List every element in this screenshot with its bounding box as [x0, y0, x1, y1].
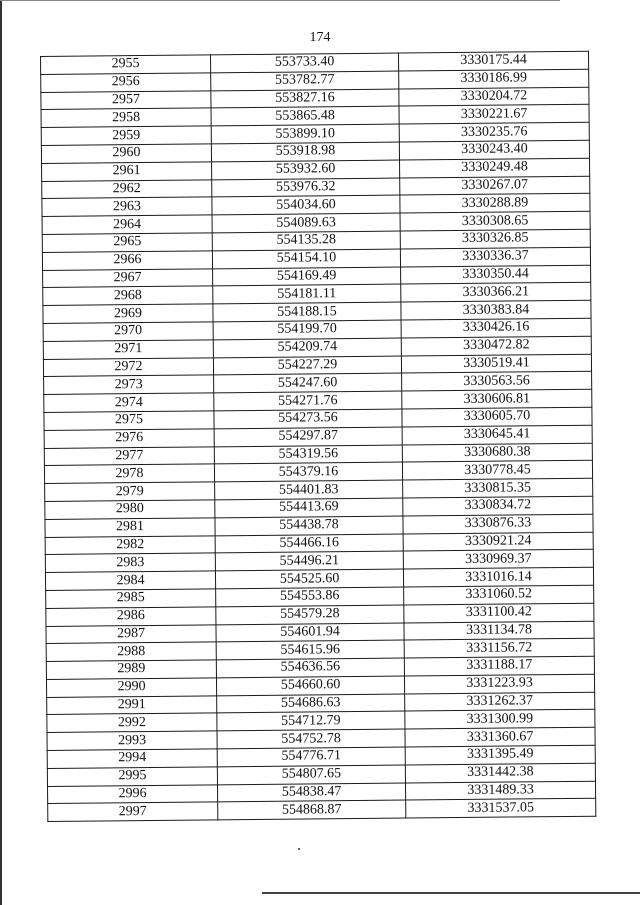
y-coordinate-cell: 3331300.99 [405, 710, 595, 730]
x-coordinate-cell: 554297.87 [214, 427, 402, 447]
y-coordinate-cell: 3330778.45 [402, 461, 592, 481]
x-coordinate-cell: 554273.56 [214, 409, 402, 429]
point-number-cell: 2963 [42, 197, 212, 216]
x-coordinate-cell: 554199.70 [213, 320, 401, 340]
x-coordinate-cell: 554752.78 [217, 729, 405, 749]
point-number-cell: 2989 [46, 660, 216, 679]
point-number-cell: 2978 [44, 464, 214, 483]
y-coordinate-cell: 3331100.42 [404, 603, 594, 623]
point-number-cell: 2959 [41, 126, 211, 145]
x-coordinate-cell: 554135.28 [212, 231, 400, 251]
y-coordinate-cell: 3330267.07 [400, 176, 590, 196]
point-number-cell: 2988 [46, 642, 216, 661]
x-coordinate-cell: 554401.83 [215, 480, 403, 500]
point-number-cell: 2969 [43, 304, 213, 323]
point-number-cell: 2979 [45, 482, 215, 501]
x-coordinate-cell: 554686.63 [217, 694, 405, 714]
point-number-cell: 2992 [47, 713, 217, 732]
y-coordinate-cell: 3330336.37 [400, 247, 590, 267]
y-coordinate-cell: 3331134.78 [404, 621, 594, 641]
x-coordinate-cell: 553899.10 [211, 124, 399, 144]
y-coordinate-cell: 3330680.38 [402, 443, 592, 463]
y-coordinate-cell: 3330204.72 [399, 87, 589, 107]
point-number-cell: 2972 [43, 357, 213, 376]
point-number-cell: 2964 [42, 215, 212, 234]
coordinates-table [40, 51, 596, 823]
x-coordinate-cell: 554712.79 [217, 712, 405, 732]
y-coordinate-cell: 3331262.37 [405, 692, 595, 712]
point-number-cell: 2956 [41, 73, 211, 92]
x-coordinate-cell: 553733.40 [210, 53, 398, 73]
point-number-cell: 2996 [48, 785, 218, 804]
coordinates-table-wrapper [40, 51, 595, 822]
point-number-cell: 2993 [47, 731, 217, 750]
y-coordinate-cell: 3330221.67 [399, 105, 589, 125]
x-coordinate-cell: 554579.28 [216, 605, 404, 625]
y-coordinate-cell: 3330326.85 [400, 229, 590, 249]
x-coordinate-cell: 554188.15 [213, 302, 401, 322]
y-coordinate-cell: 3330519.41 [401, 354, 591, 374]
x-coordinate-cell: 554413.69 [215, 498, 403, 518]
x-coordinate-cell: 554271.76 [214, 391, 402, 411]
y-coordinate-cell: 3330645.41 [402, 425, 592, 445]
x-coordinate-cell: 553932.60 [212, 160, 400, 180]
page-number: 174 [309, 30, 331, 45]
x-coordinate-cell: 554807.65 [217, 765, 405, 785]
scan-bottom-edge [262, 892, 640, 894]
point-number-cell: 2982 [45, 535, 215, 554]
y-coordinate-cell: 3330921.24 [403, 532, 593, 552]
y-coordinate-cell: 3331537.05 [406, 799, 596, 819]
point-number-cell: 2968 [43, 286, 213, 305]
point-number-cell: 2976 [44, 429, 214, 448]
y-coordinate-cell: 3330563.56 [402, 372, 592, 392]
point-number-cell: 2981 [45, 518, 215, 537]
x-coordinate-cell: 553918.98 [211, 142, 399, 162]
point-number-cell: 2960 [41, 144, 211, 163]
point-number-cell: 2986 [46, 607, 216, 626]
x-coordinate-cell: 554034.60 [212, 195, 400, 215]
scan-speck [298, 848, 300, 850]
y-coordinate-cell: 3330249.48 [400, 158, 590, 178]
point-number-cell: 2970 [43, 322, 213, 341]
point-number-cell: 2997 [48, 802, 218, 821]
y-coordinate-cell: 3330350.44 [401, 265, 591, 285]
x-coordinate-cell: 554247.60 [214, 373, 402, 393]
point-number-cell: 2957 [41, 90, 211, 109]
point-number-cell: 2994 [47, 749, 217, 768]
point-number-cell: 2983 [45, 553, 215, 572]
y-coordinate-cell: 3331442.38 [405, 763, 595, 783]
point-number-cell: 2962 [42, 179, 212, 198]
y-coordinate-cell: 3330606.81 [402, 389, 592, 409]
point-number-cell: 2961 [42, 162, 212, 181]
point-number-cell: 2990 [46, 678, 216, 697]
x-coordinate-cell: 554209.74 [213, 338, 401, 358]
x-coordinate-cell: 554319.56 [214, 445, 402, 465]
point-number-cell: 2984 [45, 571, 215, 590]
x-coordinate-cell: 554379.16 [214, 462, 402, 482]
x-coordinate-cell: 553782.77 [211, 71, 399, 91]
x-coordinate-cell: 554089.63 [212, 213, 400, 233]
y-coordinate-cell: 3330969.37 [403, 550, 593, 570]
point-number-cell: 2958 [41, 108, 211, 127]
x-coordinate-cell: 553827.16 [211, 89, 399, 109]
point-number-cell: 2995 [47, 767, 217, 786]
point-number-cell: 2974 [44, 393, 214, 412]
y-coordinate-cell: 3330383.84 [401, 300, 591, 320]
y-coordinate-cell: 3331016.14 [403, 567, 593, 587]
point-number-cell: 2955 [41, 55, 211, 74]
point-number-cell: 2980 [45, 500, 215, 519]
y-coordinate-cell: 3331060.52 [404, 585, 594, 605]
point-number-cell: 2977 [44, 446, 214, 465]
x-coordinate-cell: 554553.86 [216, 587, 404, 607]
scan-top-edge [0, 0, 560, 1]
x-coordinate-cell: 554169.49 [213, 267, 401, 287]
x-coordinate-cell: 554525.60 [215, 569, 403, 589]
y-coordinate-cell: 3330472.82 [401, 336, 591, 356]
point-number-cell: 2966 [42, 251, 212, 270]
y-coordinate-cell: 3330815.35 [403, 478, 593, 498]
x-coordinate-cell: 554776.71 [217, 747, 405, 767]
x-coordinate-cell: 554601.94 [216, 623, 404, 643]
y-coordinate-cell: 3330175.44 [398, 51, 588, 71]
y-coordinate-cell: 3330876.33 [403, 514, 593, 534]
point-number-cell: 2973 [44, 375, 214, 394]
y-coordinate-cell: 3331395.49 [405, 745, 595, 765]
x-coordinate-cell: 554227.29 [213, 356, 401, 376]
x-coordinate-cell: 554466.16 [215, 534, 403, 554]
x-coordinate-cell: 554615.96 [216, 640, 404, 660]
x-coordinate-cell: 554438.78 [215, 516, 403, 536]
x-coordinate-cell: 554636.56 [216, 658, 404, 678]
y-coordinate-cell: 3330366.21 [401, 283, 591, 303]
point-number-cell: 2965 [42, 233, 212, 252]
coordinates-table-body [41, 51, 596, 821]
y-coordinate-cell: 3331489.33 [405, 781, 595, 801]
x-coordinate-cell: 553865.48 [211, 106, 399, 126]
point-number-cell: 2987 [46, 624, 216, 643]
y-coordinate-cell: 3331360.67 [405, 727, 595, 747]
x-coordinate-cell: 554181.11 [213, 284, 401, 304]
y-coordinate-cell: 3330605.70 [402, 407, 592, 427]
y-coordinate-cell: 3330308.65 [400, 211, 590, 231]
scan-left-edge [0, 0, 2, 905]
y-coordinate-cell: 3330235.76 [399, 122, 589, 142]
x-coordinate-cell: 554868.87 [218, 800, 406, 820]
x-coordinate-cell: 554154.10 [212, 249, 400, 269]
point-number-cell: 2975 [44, 411, 214, 430]
y-coordinate-cell: 3330426.16 [401, 318, 591, 338]
y-coordinate-cell: 3331223.93 [404, 674, 594, 694]
point-number-cell: 2985 [46, 589, 216, 608]
y-coordinate-cell: 3331188.17 [404, 656, 594, 676]
point-number-cell: 2991 [47, 696, 217, 715]
x-coordinate-cell: 554496.21 [215, 551, 403, 571]
y-coordinate-cell: 3330834.72 [403, 496, 593, 516]
x-coordinate-cell: 554660.60 [216, 676, 404, 696]
y-coordinate-cell: 3330288.89 [400, 194, 590, 214]
point-number-cell: 2967 [43, 268, 213, 287]
y-coordinate-cell: 3330186.99 [399, 69, 589, 89]
y-coordinate-cell: 3331156.72 [404, 639, 594, 659]
point-number-cell: 2971 [43, 340, 213, 359]
y-coordinate-cell: 3330243.40 [399, 140, 589, 160]
x-coordinate-cell: 553976.32 [212, 178, 400, 198]
x-coordinate-cell: 554838.47 [218, 783, 406, 803]
